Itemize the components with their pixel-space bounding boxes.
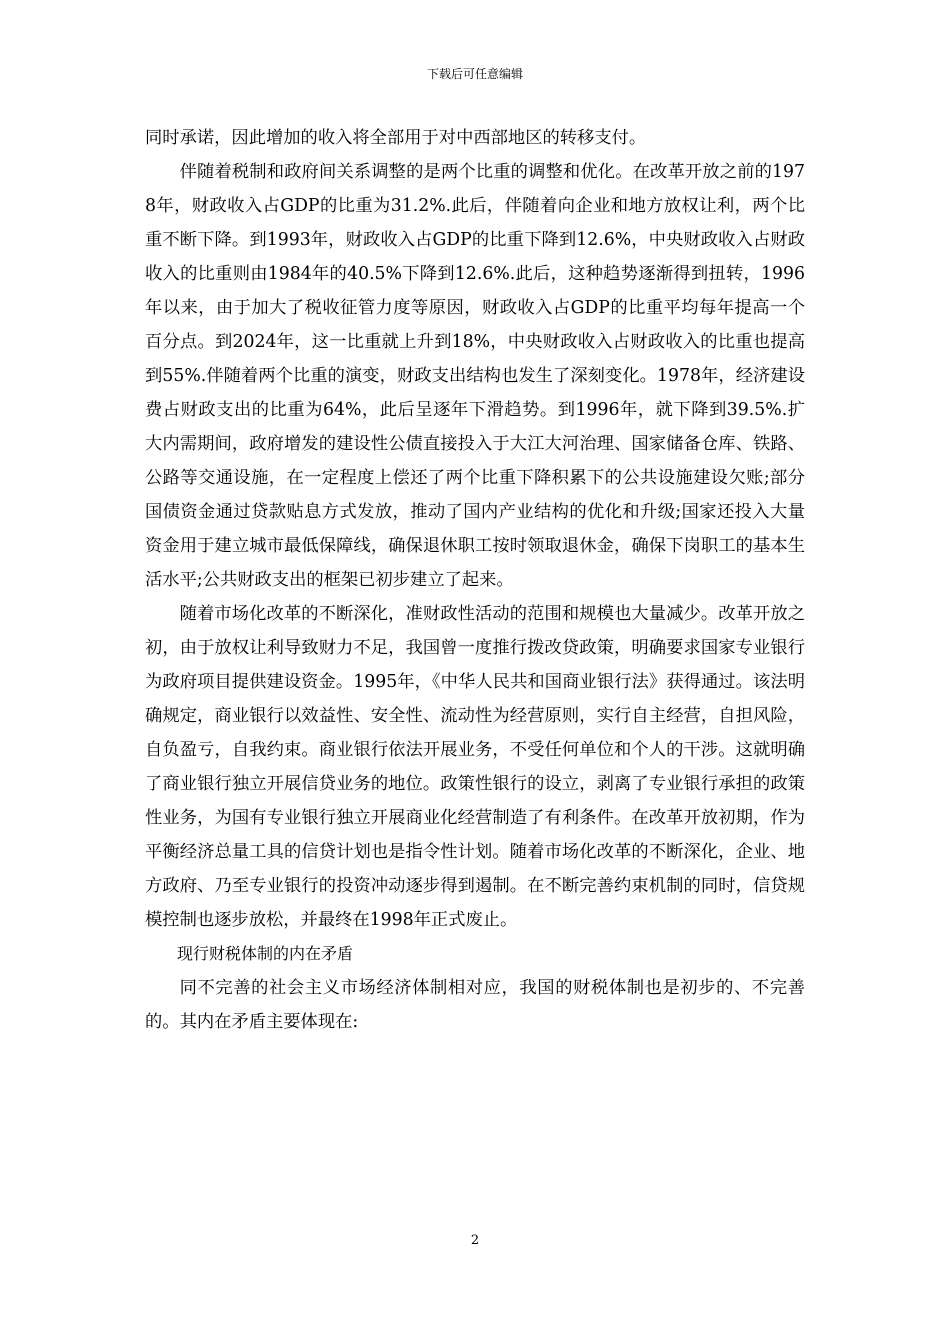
paragraph-quasi-fiscal: 随着市场化改革的不断深化，准财政性活动的范围和规模也大量减少。改革开放之初，由于放权让利导致财力不足，我国曾一度推行拨改贷政策，明确要求国家专业银行为政府项目提供建设资金。1995年，《中华人民共和国商业银行法》获得通过。该法明确规定，商业银行以效益性、安全性、流动性为经营原则，实行自主经营，自担风险，自负盈亏，自我约束。商业银行依法开展业务，不受任何单位和个人的干涉。这就明确了商业银行独立开展信贷业务的地位。政策性银行的设立，剥离了专业银行承担的政策性业务，为国有专业银行独立开展商业化经营制造了有利条件。在改革开放初期，作为平衡经济总量工具的信贷计划也是指令性计划。随着市场化改革的不断深化，企业、地方政府、乃至专业银行的投资冲动逐步得到遏制。在不断完善约束机制的同时，信贷规模控制也逐步放松，并最终在1998年正式废止。 <box>145 604 805 930</box>
page-header: 下载后可任意编辑 <box>426 67 523 81</box>
document-body <box>145 121 805 1039</box>
section-heading: 现行财税体制的内在矛盾 <box>177 944 354 963</box>
page-number: 2 <box>470 1233 480 1248</box>
paragraph-continuation: 同时承诺，因此增加的收入将全部用于对中西部地区的转移支付。 <box>145 128 647 148</box>
paragraph-fiscal-ratios: 伴随着税制和政府间关系调整的是两个比重的调整和优化。在改革开放之前的1978年，财政收入占GDP的比重为31.2%.此后，伴随着向企业和地方放权让利，两个比重不断下降。到1993年，财政收入占GDP的比重下降到12.6%，中央财政收入占财政收入的比重则由1984年的40.5%下降到12.6%.此后，这种趋势逐渐得到扭转，1996年以来，由于加大了税收征管力度等原因，财政收入占GDP的比重平均每年提高一个百分点。到2024年，这一比重就上升到18%，中央财政收入占财政收入的比重也提高到55%.伴随着两个比重的演变，财政支出结构也发生了深刻变化。1978年，经济建设费占财政支出的比重为64%，此后呈逐年下滑趋势。到1996年，就下降到39.5%.扩大内需期间，政府增发的建设性公债直接投入于大江大河治理、国家储备仓库、铁路、公路等交通设施，在一定程度上偿还了两个比重下降积累下的公共设施建设欠账;部分国债资金通过贷款贴息方式发放，推动了国内产业结构的优化和升级;国家还投入大量资金用于建立城市最低保障线，确保退休职工按时领取退休金，确保下岗职工的基本生活水平;公共财政支出的框架已初步建立了起来。 <box>145 162 805 590</box>
paragraph-contradictions: 同不完善的社会主义市场经济体制相对应，我国的财税体制也是初步的、不完善的。其内在矛盾主要体现在: <box>145 978 805 1032</box>
